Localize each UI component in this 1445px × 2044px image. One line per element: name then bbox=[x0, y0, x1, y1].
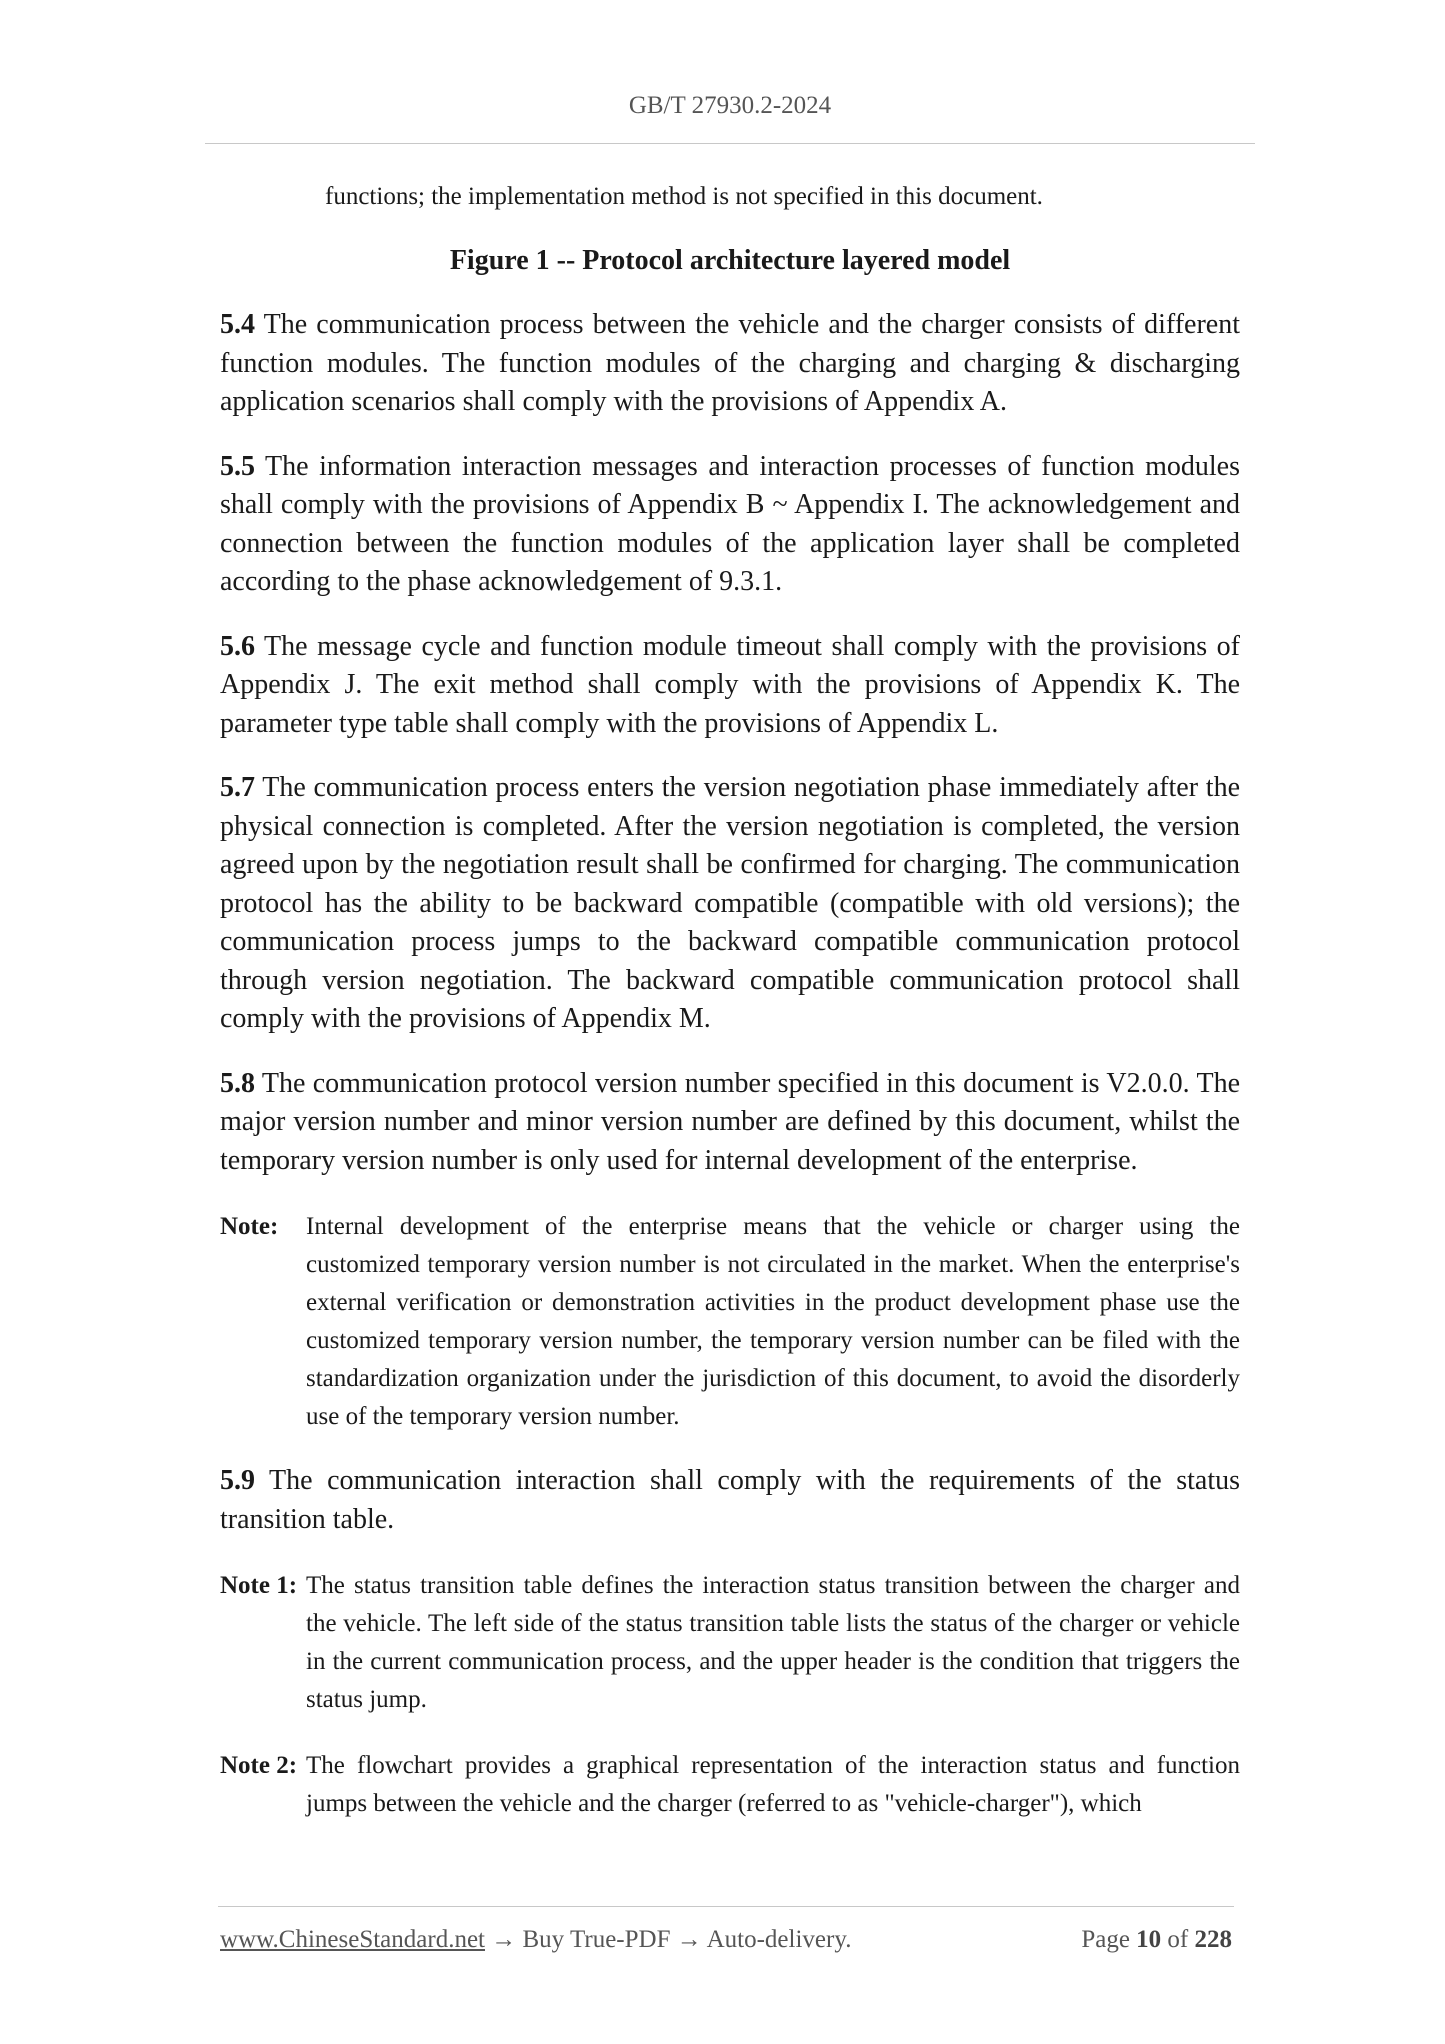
page-number bbox=[1081, 1926, 1232, 1954]
clause-5-5 bbox=[220, 448, 1240, 602]
note-text: Internal development of the enterprise means that the vehicle or charger using the customized temporary version number is not circulated in the market. When the enterprise's external verification or demonstration activities in the product development phase use the customized temporary version number, the temporary version number can be filed with the standardization organization under the jurisdiction of this document, to avoid the disorderly use of the temporary version number. bbox=[306, 1213, 1240, 1430]
clause-text: The communication interaction shall comply with the requirements of the status transition table. bbox=[220, 1465, 1240, 1535]
buy-text: Buy True-PDF bbox=[522, 1926, 671, 1953]
note-label: Note 2: bbox=[220, 1752, 298, 1779]
note-2 bbox=[220, 1747, 1240, 1823]
clause-text: The information interaction messages and interaction processes of function modules shall comply with the provisions of Appendix B ~ Appendix I. The acknowledgement and connection between the function modules of the application layer shall be completed according to the phase acknowledgement of 9.3.1. bbox=[220, 450, 1240, 597]
figure-caption: Figure 1 -- Protocol architecture layered model bbox=[449, 245, 1011, 276]
note-text: The status transition table defines the interaction status transition between the charger and the vehicle. The left side of the status transition table lists the status of the charger or vehicle in the current communication process, and the upper header is the condition that triggers the status jump. bbox=[306, 1572, 1240, 1713]
footer-divider bbox=[218, 1906, 1234, 1907]
clause-5-8 bbox=[220, 1065, 1240, 1181]
clause-text: The communication protocol version number specified in this document is V2.0.0. The major version number and minor version number are defined by this document, whilst the temporary version number is only used for internal development of the enterprise. bbox=[220, 1067, 1240, 1176]
current-page: 10 bbox=[1136, 1926, 1162, 1953]
clause-number: 5.5 bbox=[220, 450, 255, 482]
clause-number: 5.8 bbox=[220, 1067, 255, 1099]
of-label: of bbox=[1167, 1926, 1189, 1953]
clause-5-7 bbox=[220, 769, 1240, 1039]
clause-number: 5.7 bbox=[220, 772, 255, 803]
header-divider bbox=[205, 143, 1255, 144]
arrow-right-icon: → bbox=[670, 1926, 707, 1953]
delivery-text: Auto-delivery. bbox=[706, 1926, 852, 1953]
note-label: Note 1: bbox=[220, 1572, 298, 1599]
page-label: Page bbox=[1081, 1926, 1130, 1953]
website-link[interactable]: www.ChineseStandard.net bbox=[220, 1926, 485, 1953]
note-label: Note: bbox=[220, 1213, 279, 1240]
continuation-text: functions; the implementation method is not specified in this document. bbox=[325, 183, 1043, 210]
clause-text: The communication process between the vehicle and the charger consists of different function modules. The function modules of the charging and charging & discharging application scenarios shall comply with the provisions of Appendix A. bbox=[220, 309, 1240, 417]
note bbox=[220, 1208, 1240, 1436]
footer-promo bbox=[220, 1926, 851, 1954]
note-text: The flowchart provides a graphical representation of the interaction status and function jumps between the vehicle and the charger (referred to as "vehicle-charger"), which bbox=[306, 1752, 1240, 1817]
page-header: GB/T 27930.2-2024 bbox=[628, 92, 832, 119]
page-footer bbox=[220, 1926, 1232, 1954]
clause-5-6 bbox=[220, 628, 1240, 744]
clause-5-4 bbox=[220, 306, 1240, 422]
clause-5-9 bbox=[220, 1462, 1240, 1539]
total-pages: 228 bbox=[1194, 1926, 1232, 1953]
clause-text: The communication process enters the version negotiation phase immediately after the physical connection is completed. After the version negotiation is completed, the version agreed upon by the negotiation result shall be confirmed for charging. The communication protocol has the ability to be backward compatible (compatible with old versions); the communication process jumps to the backward compatible communication protocol through version negotiation. The backward compatible communication protocol shall comply with the provisions of Appendix M. bbox=[220, 772, 1240, 1034]
clause-number: 5.6 bbox=[220, 630, 255, 662]
note-1 bbox=[220, 1567, 1240, 1719]
page-body bbox=[220, 178, 1240, 1823]
clause-text: The message cycle and function module timeout shall comply with the provisions of Appendix J. The exit method shall comply with the provisions of Appendix K. The parameter type table shall comply with the provisions of Appendix L. bbox=[220, 630, 1240, 739]
arrow-right-icon: → bbox=[485, 1926, 523, 1953]
clause-number: 5.9 bbox=[220, 1465, 255, 1496]
clause-number: 5.4 bbox=[220, 309, 255, 340]
